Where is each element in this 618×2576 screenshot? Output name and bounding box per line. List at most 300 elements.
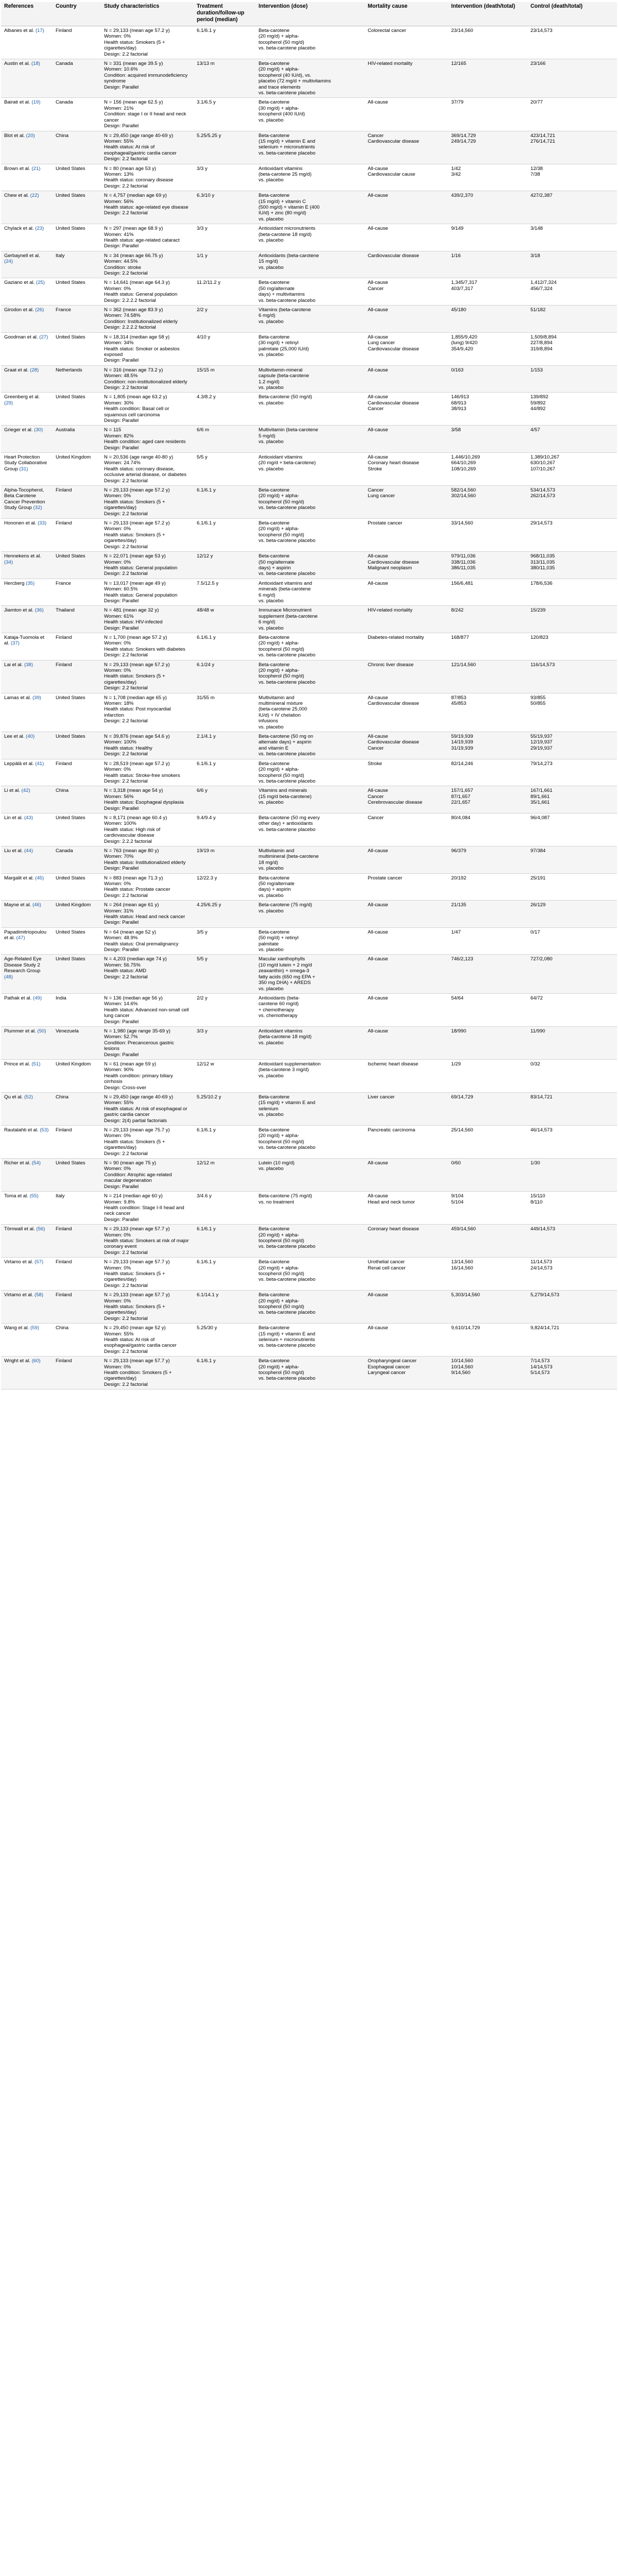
reference-author: Qu et al. (4, 1094, 23, 1100)
reference-author: Hononen et al. (4, 520, 37, 527)
country-cell: United States (53, 1159, 101, 1192)
reference-citation-link[interactable]: (25) (36, 280, 45, 286)
intervention-deaths-cell-line: 156/6,481 (451, 580, 473, 586)
intervention-deaths-cell (448, 660, 527, 693)
reference-citation-link[interactable]: (47) (16, 935, 25, 941)
intervention-cell-line: (30 mg/d) + retinyl (259, 340, 299, 346)
reference-citation-link[interactable]: (32) (33, 505, 42, 511)
intervention-cell-line: capsule (beta-carotene (259, 373, 310, 379)
table-row (1, 955, 617, 993)
intervention-deaths-cell-line: 1/29 (451, 1061, 461, 1067)
study-characteristics-cell-line: N = 29,450 (age range 40-69 y) (104, 1094, 174, 1100)
intervention-cell-line: vs. placebo (259, 1112, 284, 1118)
country-cell: United States (53, 552, 101, 579)
reference-citation-link[interactable]: (40) (26, 734, 35, 740)
reference-citation-link[interactable]: (48) (4, 974, 13, 980)
mortality-cause-cell-line: All-cause (368, 1160, 388, 1166)
reference-citation-link[interactable]: (35) (26, 580, 35, 586)
study-characteristics-cell-line: Design: 2.2 factorial (104, 1315, 148, 1321)
control-deaths-cell-line: 25/191 (530, 875, 546, 881)
study-characteristics-cell-line: Women: 48.5% (104, 373, 138, 379)
intervention-cell-line: (beta-carotene 18 mg/d) (259, 1034, 312, 1040)
mortality-cause-cell (365, 993, 448, 1026)
mortality-cause-cell-line: All-cause (368, 995, 388, 1001)
reference-citation-link[interactable]: (37) (10, 640, 20, 647)
intervention-cell-line: Beta-carotene (259, 1358, 290, 1364)
reference-author: Lee et al. (4, 734, 25, 740)
duration-cell: 2.1/4.1 y (194, 732, 255, 759)
country-cell: Finland (53, 1126, 101, 1159)
mortality-cause-cell-line: All-cause (368, 929, 388, 935)
intervention-cell-line: Beta-carotene (50 mg/d) (259, 394, 312, 400)
study-characteristics-cell (101, 1059, 194, 1092)
intervention-cell-line: (20 mg/d) + alpha- (259, 767, 299, 773)
control-deaths-cell (527, 1159, 617, 1192)
intervention-cell (255, 633, 365, 660)
intervention-cell-line: tocopherol (50 mg/d) (259, 1270, 304, 1277)
intervention-cell-line: vs. beta-carotene placebo (259, 751, 316, 757)
intervention-deaths-cell-line: 979/11,036 (451, 553, 476, 560)
intervention-cell-line: vs. placebo (259, 908, 284, 914)
intervention-cell-line: Macular xanthophylls (259, 956, 305, 962)
intervention-cell-line: Antioxidant vitamins and (259, 580, 312, 586)
intervention-deaths-cell-line: 3/58 (451, 427, 461, 433)
duration-cell: 3.1/6.5 y (194, 98, 255, 131)
duration-cell: 31/55 m (194, 693, 255, 732)
study-characteristics-cell (101, 519, 194, 552)
reference-citation-link[interactable]: (50) (37, 1028, 46, 1034)
reference-citation-link[interactable]: (57) (35, 1259, 44, 1265)
reference-cell (1, 901, 53, 928)
table-row (1, 98, 617, 131)
intervention-cell (255, 59, 365, 98)
mortality-cause-cell-line: Cancer (368, 793, 384, 800)
reference-citation-link[interactable]: (54) (31, 1160, 41, 1166)
intervention-cell-line: Beta-carotene (259, 760, 290, 767)
table-row (1, 606, 617, 633)
intervention-cell-line: Beta-carotene (259, 634, 290, 640)
intervention-cell (255, 164, 365, 191)
control-deaths-cell-line: 26/129 (530, 902, 546, 908)
mortality-cause-cell-line: All-cause (368, 226, 388, 232)
intervention-deaths-cell (448, 1159, 527, 1192)
control-deaths-cell-line: 24/14,573 (530, 1265, 553, 1271)
reference-author: Jiamton et al. (4, 607, 34, 614)
intervention-cell-line: vs. placebo (259, 439, 284, 445)
header-mortality-cause: Mortality cause (365, 2, 448, 26)
intervention-cell-line: (20 mg/d) + alpha- (259, 1133, 299, 1139)
control-deaths-cell-line: 15/110 (530, 1193, 545, 1199)
study-characteristics-cell-line: Condition: stage I or II head and neck cancer (104, 111, 186, 123)
intervention-cell-line: tocopherol (50 mg/d) (259, 1238, 304, 1244)
intervention-deaths-cell (448, 426, 527, 453)
reference-author: Toma et al. (4, 1193, 28, 1199)
mortality-cause-cell-line: All-cause (368, 788, 388, 794)
intervention-cell (255, 955, 365, 993)
table-row (1, 332, 617, 365)
duration-cell: 5/5 y (194, 453, 255, 486)
intervention-cell-line: vs. placebo (259, 625, 284, 631)
study-characteristics-cell-line: Condition: Institutionalized elderly (104, 318, 178, 325)
reference-citation-link[interactable]: (39) (32, 694, 41, 701)
mortality-cause-cell-line: Stroke (368, 466, 382, 472)
reference-citation-link[interactable]: (27) (39, 334, 48, 340)
intervention-deaths-cell (448, 552, 527, 579)
control-deaths-cell (527, 955, 617, 993)
country-cell: United States (53, 927, 101, 955)
control-deaths-cell-line: 1/153 (530, 367, 543, 373)
reference-citation-link[interactable]: (24) (4, 259, 13, 265)
reference-cell (1, 846, 53, 873)
control-deaths-cell (527, 251, 617, 278)
control-deaths-cell-line: 178/6,536 (530, 580, 553, 586)
intervention-cell-line: (20 mg/d) + alpha- (259, 1232, 299, 1238)
mortality-cause-cell-line: Cancer (368, 285, 384, 292)
control-deaths-cell (527, 786, 617, 814)
control-deaths-cell-line: 630/10,267 (530, 460, 556, 466)
duration-cell: 4/10 y (194, 332, 255, 365)
table-row (1, 365, 617, 393)
study-characteristics-cell-line: Women: 0% (104, 559, 131, 565)
duration-cell: 13/13 m (194, 59, 255, 98)
study-characteristics-cell-line: Design: Parallel (104, 1183, 139, 1190)
reference-citation-link[interactable]: (33) (38, 520, 47, 527)
reference-citation-link[interactable]: (38) (24, 662, 33, 668)
mortality-cause-cell (365, 98, 448, 131)
reference-citation-link[interactable]: (55) (29, 1193, 39, 1199)
study-characteristics-cell (101, 1225, 194, 1258)
study-characteristics-cell-line: Women: 100% (104, 739, 136, 745)
table-row (1, 486, 617, 519)
reference-citation-link[interactable]: (43) (24, 815, 33, 821)
intervention-deaths-cell-line: 108/10,269 (451, 466, 476, 472)
study-characteristics-cell-line: Women: 0% (104, 668, 131, 673)
duration-cell: 12/12 m (194, 1159, 255, 1192)
study-characteristics-cell-line: Women: 60.5% (104, 586, 138, 592)
reference-citation-link[interactable]: (20) (26, 132, 35, 139)
reference-citation-link[interactable]: (18) (31, 61, 40, 67)
control-deaths-cell-line: 11/990 (530, 1028, 545, 1034)
control-deaths-cell (527, 927, 617, 955)
study-characteristics-cell (101, 26, 194, 59)
country-cell: Finland (53, 1258, 101, 1291)
intervention-deaths-cell (448, 606, 527, 633)
intervention-cell-line: vs. beta-carotene placebo (259, 571, 316, 577)
intervention-deaths-cell-line: 5/104 (451, 1199, 464, 1205)
country-cell: Finland (53, 660, 101, 693)
control-deaths-cell-line: 8/110 (530, 1199, 543, 1205)
mortality-cause-cell-line: All-cause (368, 1292, 388, 1298)
intervention-deaths-cell-line: 3/42 (451, 171, 461, 177)
reference-citation-link[interactable]: (49) (33, 995, 42, 1001)
control-deaths-cell (527, 486, 617, 519)
mortality-cause-cell (365, 59, 448, 98)
reference-cell (1, 813, 53, 846)
study-characteristics-cell (101, 633, 194, 660)
intervention-cell-line: (50 mg/alternate (259, 285, 295, 292)
study-characteristics-cell-line: Design: 2.2 factorial (104, 384, 148, 391)
intervention-cell-line: Antioxidants (beta- (259, 995, 300, 1001)
study-characteristics-cell (101, 59, 194, 98)
control-deaths-cell-line: 59/892 (530, 400, 546, 406)
intervention-cell-line: (30 mg/d) + alpha- (259, 105, 299, 111)
reference-author: Age-Related Eye Disease Study 2 Research Group (4, 956, 42, 974)
intervention-deaths-cell-line: 59/19,939 (451, 734, 473, 740)
intervention-cell-line: placebo (72 mg/d + multivitamins (259, 78, 331, 84)
intervention-cell (255, 306, 365, 333)
reference-citation-link[interactable]: (34) (4, 559, 13, 565)
reference-author: Gerbaynell et al. (4, 252, 40, 259)
reference-citation-link[interactable]: (41) (35, 760, 44, 767)
mortality-cause-cell (365, 26, 448, 59)
intervention-cell-line: vs. placebo (259, 800, 284, 806)
intervention-cell-line: vs. placebo (259, 384, 284, 391)
study-characteristics-cell (101, 1159, 194, 1192)
study-characteristics-cell-line: Women: 48.9% (104, 935, 138, 941)
study-characteristics-cell-line: Health status: Smoker or asbestos exposed (104, 346, 180, 358)
intervention-cell-line: vs. beta-carotene placebo (259, 1376, 316, 1382)
intervention-cell-line: selenium (259, 1106, 279, 1112)
intervention-cell-line: (20 mg/d) + alpha- (259, 1265, 299, 1271)
reference-citation-link[interactable]: (23) (35, 226, 44, 232)
reference-citation-link[interactable]: (52) (24, 1094, 33, 1100)
study-characteristics-cell-line: N = 39,876 (mean age 54.6 y) (104, 734, 170, 740)
intervention-cell (255, 1126, 365, 1159)
control-deaths-cell-line: 319/8,894 (530, 346, 553, 352)
intervention-deaths-cell-line: 9,610/14,729 (451, 1325, 480, 1331)
reference-citation-link[interactable]: (21) (31, 165, 41, 172)
reference-cell (1, 552, 53, 579)
studies-table (1, 2, 617, 1389)
study-characteristics-cell-line: N = 90 (mean age 75 y) (104, 1160, 157, 1166)
intervention-cell-line: (20 mg/d) + alpha- (259, 66, 299, 73)
reference-citation-link[interactable]: (28) (30, 367, 39, 373)
study-characteristics-cell-line: Women: 55% (104, 1331, 134, 1337)
reference-citation-link[interactable]: (36) (35, 607, 44, 614)
mortality-cause-cell-line: HIV-related mortality (368, 607, 413, 614)
reference-author: Virtamo et al. (4, 1259, 33, 1265)
intervention-cell (255, 1192, 365, 1225)
intervention-cell-line: (beta-carotene 18 mg/d) (259, 231, 312, 238)
reference-citation-link[interactable]: (60) (31, 1358, 41, 1364)
study-characteristics-cell-line: N = 481 (mean age 32 y) (104, 607, 159, 614)
study-characteristics-cell-line: N = 1,980 (age range 35-69 y) (104, 1028, 170, 1034)
control-deaths-cell-line: 97/384 (530, 848, 546, 854)
study-characteristics-cell-line: Health status: Smokers (5 + cigarettes/day) (104, 39, 165, 52)
study-characteristics-cell-line: Design: 2.2 factorial (104, 751, 148, 757)
mortality-cause-cell-line: Diabetes-related mortality (368, 634, 424, 640)
intervention-cell-line: (50 mg/alternate (259, 881, 295, 887)
control-deaths-cell-line: 5/14,573 (530, 1370, 550, 1376)
study-characteristics-cell-line: N = 29,133 (mean age 57.7 y) (104, 1259, 170, 1265)
intervention-cell-line: Beta-carotene (259, 662, 290, 668)
mortality-cause-cell-line: Laryngeal cancer (368, 1370, 406, 1376)
study-characteristics-cell-line: Design: 2.2.2.2 factorial (104, 297, 156, 303)
intervention-cell (255, 519, 365, 552)
reference-citation-link[interactable]: (53) (40, 1127, 49, 1133)
intervention-cell (255, 846, 365, 873)
duration-cell: 6.1/6.1 y (194, 26, 255, 59)
mortality-cause-cell-line: Coronary heart disease (368, 460, 419, 466)
control-deaths-cell-line: 79/14,273 (530, 760, 553, 767)
reference-citation-link[interactable]: (46) (32, 902, 41, 908)
control-deaths-cell (527, 579, 617, 606)
control-deaths-cell-line: 423/14,721 (530, 132, 556, 139)
reference-author: Mayne et al. (4, 902, 31, 908)
study-characteristics-cell-line: Design: 2.2 factorial (104, 571, 148, 577)
reference-citation-link[interactable]: (59) (30, 1325, 39, 1331)
table-row (1, 164, 617, 191)
reference-citation-link[interactable]: (17) (35, 28, 44, 33)
intervention-cell-line: days) + aspirin (259, 565, 291, 571)
duration-cell: 1/1 y (194, 251, 255, 278)
table-row (1, 1324, 617, 1357)
reference-citation-link[interactable]: (44) (24, 848, 33, 854)
reference-citation-link[interactable]: (19) (31, 99, 41, 106)
study-characteristics-cell (101, 453, 194, 486)
study-characteristics-cell-line: N = 29,450 (mean age 52 y) (104, 1325, 166, 1331)
mortality-cause-cell-line: Colorectal cancer (368, 28, 406, 33)
reference-citation-link[interactable]: (30) (34, 427, 43, 433)
reference-cell (1, 1159, 53, 1192)
country-cell: China (53, 786, 101, 814)
mortality-cause-cell (365, 1093, 448, 1126)
intervention-deaths-cell-line: 25/14,560 (451, 1127, 473, 1133)
control-deaths-cell-line: 44/892 (530, 406, 546, 412)
duration-cell: 2/2 y (194, 993, 255, 1026)
reference-citation-link[interactable]: (56) (36, 1226, 45, 1232)
reference-citation-link[interactable]: (29) (4, 400, 13, 406)
country-cell: Finland (53, 486, 101, 519)
control-deaths-cell-line: 29/19,937 (530, 745, 553, 751)
intervention-deaths-cell-line: 21/135 (451, 902, 467, 908)
study-characteristics-cell-line: Design: Parallel (104, 947, 139, 953)
intervention-cell-line: vs. placebo (259, 724, 284, 730)
mortality-cause-cell (365, 1324, 448, 1357)
study-characteristics-cell-line: Health status: At risk of esophageal/gastric cardia cancer (104, 1337, 177, 1349)
mortality-cause-cell (365, 955, 448, 993)
duration-cell: 2/2 y (194, 306, 255, 333)
table-body (1, 26, 617, 1389)
intervention-deaths-cell-line: 14/19,939 (451, 739, 473, 745)
study-characteristics-cell-line: Women: 0% (104, 285, 131, 292)
intervention-cell-line: (20 mg/d + beta-carotene) (259, 460, 316, 466)
study-characteristics-cell-line: N = 1,805 (mean age 63.2 y) (104, 394, 167, 400)
reference-citation-link[interactable]: (42) (21, 788, 30, 794)
reference-citation-link[interactable]: (58) (35, 1292, 44, 1298)
reference-cell (1, 1192, 53, 1225)
study-characteristics-cell-line: Health status: Smokers with diabetes (104, 646, 185, 652)
table-row (1, 393, 617, 426)
intervention-cell-line: tocopherol (50 mg/d) (259, 673, 304, 680)
intervention-deaths-cell (448, 98, 527, 131)
control-deaths-cell (527, 1225, 617, 1258)
intervention-cell (255, 1159, 365, 1192)
reference-author: Pathak et al. (4, 995, 32, 1001)
reference-citation-link[interactable]: (45) (35, 875, 44, 881)
intervention-deaths-cell (448, 306, 527, 333)
study-characteristics-cell-line: Health status: Smokers (5 + cigarettes/day) (104, 532, 165, 544)
mortality-cause-cell-line: All-cause (368, 1325, 388, 1331)
header-references: References (1, 2, 53, 26)
intervention-cell-line: 1.2 mg/d) (259, 379, 280, 385)
mortality-cause-cell (365, 1059, 448, 1092)
reference-cell (1, 486, 53, 519)
control-deaths-cell-line: 96/4,087 (530, 815, 550, 821)
study-characteristics-cell (101, 873, 194, 901)
study-characteristics-cell-line: N = 883 (mean age 71.3 y) (104, 875, 163, 881)
control-deaths-cell-line: 11/14,573 (530, 1259, 552, 1265)
control-deaths-cell-line: 23/166 (530, 61, 546, 67)
intervention-cell-line: (20 mg/d) + alpha- (259, 668, 299, 673)
study-characteristics-cell-line: N = 64 (mean age 52 y) (104, 929, 157, 935)
control-deaths-cell (527, 131, 617, 164)
intervention-cell-line: tocopherol (50 mg/d) (259, 1304, 304, 1310)
control-deaths-cell (527, 660, 617, 693)
intervention-cell-line: 350 mg DHA) + AREDS (259, 980, 311, 986)
study-characteristics-cell-line: N = 22,071 (mean age 53 y) (104, 553, 166, 560)
mortality-cause-cell-line: Liver cancer (368, 1094, 395, 1100)
study-characteristics-cell (101, 732, 194, 759)
intervention-cell-line: IU/d) + zinc (80 mg/d) (259, 210, 306, 216)
study-characteristics-cell (101, 813, 194, 846)
study-characteristics-cell-line: Women: 55% (104, 1100, 134, 1106)
reference-citation-link[interactable]: (22) (30, 193, 39, 199)
reference-citation-link[interactable]: (26) (35, 307, 44, 313)
study-characteristics-cell-line: Health status: At risk of esophageal/gastric cardia cancer (104, 144, 177, 156)
duration-cell: 6/6 m (194, 426, 255, 453)
study-characteristics-cell (101, 606, 194, 633)
reference-author: Lin et al. (4, 815, 23, 821)
intervention-cell (255, 1258, 365, 1291)
intervention-deaths-cell-line: 33/14,560 (451, 520, 473, 527)
intervention-cell-line: tocopherol (50 mg/d) (259, 646, 304, 652)
intervention-deaths-cell-line: 459/14,560 (451, 1226, 476, 1232)
study-characteristics-cell (101, 486, 194, 519)
reference-citation-link[interactable]: (51) (31, 1061, 41, 1067)
duration-cell: 6.1/6.1 y (194, 1357, 255, 1389)
study-characteristics-cell (101, 660, 194, 693)
intervention-deaths-cell-line: 37/79 (451, 99, 464, 106)
mortality-cause-cell-line: All-cause (368, 367, 388, 373)
header-study-characteristics: Study characteristics (101, 2, 194, 26)
intervention-deaths-cell-line: 157/1,657 (451, 788, 473, 794)
reference-cell (1, 693, 53, 732)
mortality-cause-cell-line: Cardiovascular disease (368, 138, 419, 144)
reference-author: Gaziano et al. (4, 280, 35, 286)
intervention-cell-line: (500 mg/d) + vitamin E (400 (259, 204, 320, 210)
control-deaths-cell-line: 139/892 (530, 394, 548, 400)
table-row (1, 278, 617, 306)
study-characteristics-cell (101, 164, 194, 191)
intervention-cell-line: tocopherol (50 mg/d) (259, 1370, 304, 1376)
reference-cell (1, 393, 53, 426)
table-row (1, 732, 617, 759)
study-characteristics-cell-line: Health status: coronary disease (104, 177, 174, 183)
study-characteristics-cell-line: Design: 2.2 factorial (104, 156, 148, 162)
intervention-cell-line: vs. placebo (259, 1166, 284, 1172)
study-characteristics-cell (101, 955, 194, 993)
study-characteristics-cell-line: Design: Parallel (104, 445, 139, 451)
control-deaths-cell-line: 167/1,661 (530, 788, 553, 794)
intervention-cell (255, 26, 365, 59)
control-deaths-cell-line: 4/57 (530, 427, 540, 433)
duration-cell: 4.3/8.2 y (194, 393, 255, 426)
study-characteristics-cell-line: Women: 0% (104, 1232, 131, 1238)
intervention-cell-line: infusions (259, 718, 278, 724)
country-cell: United States (53, 224, 101, 251)
reference-citation-link[interactable]: (31) (19, 466, 28, 472)
